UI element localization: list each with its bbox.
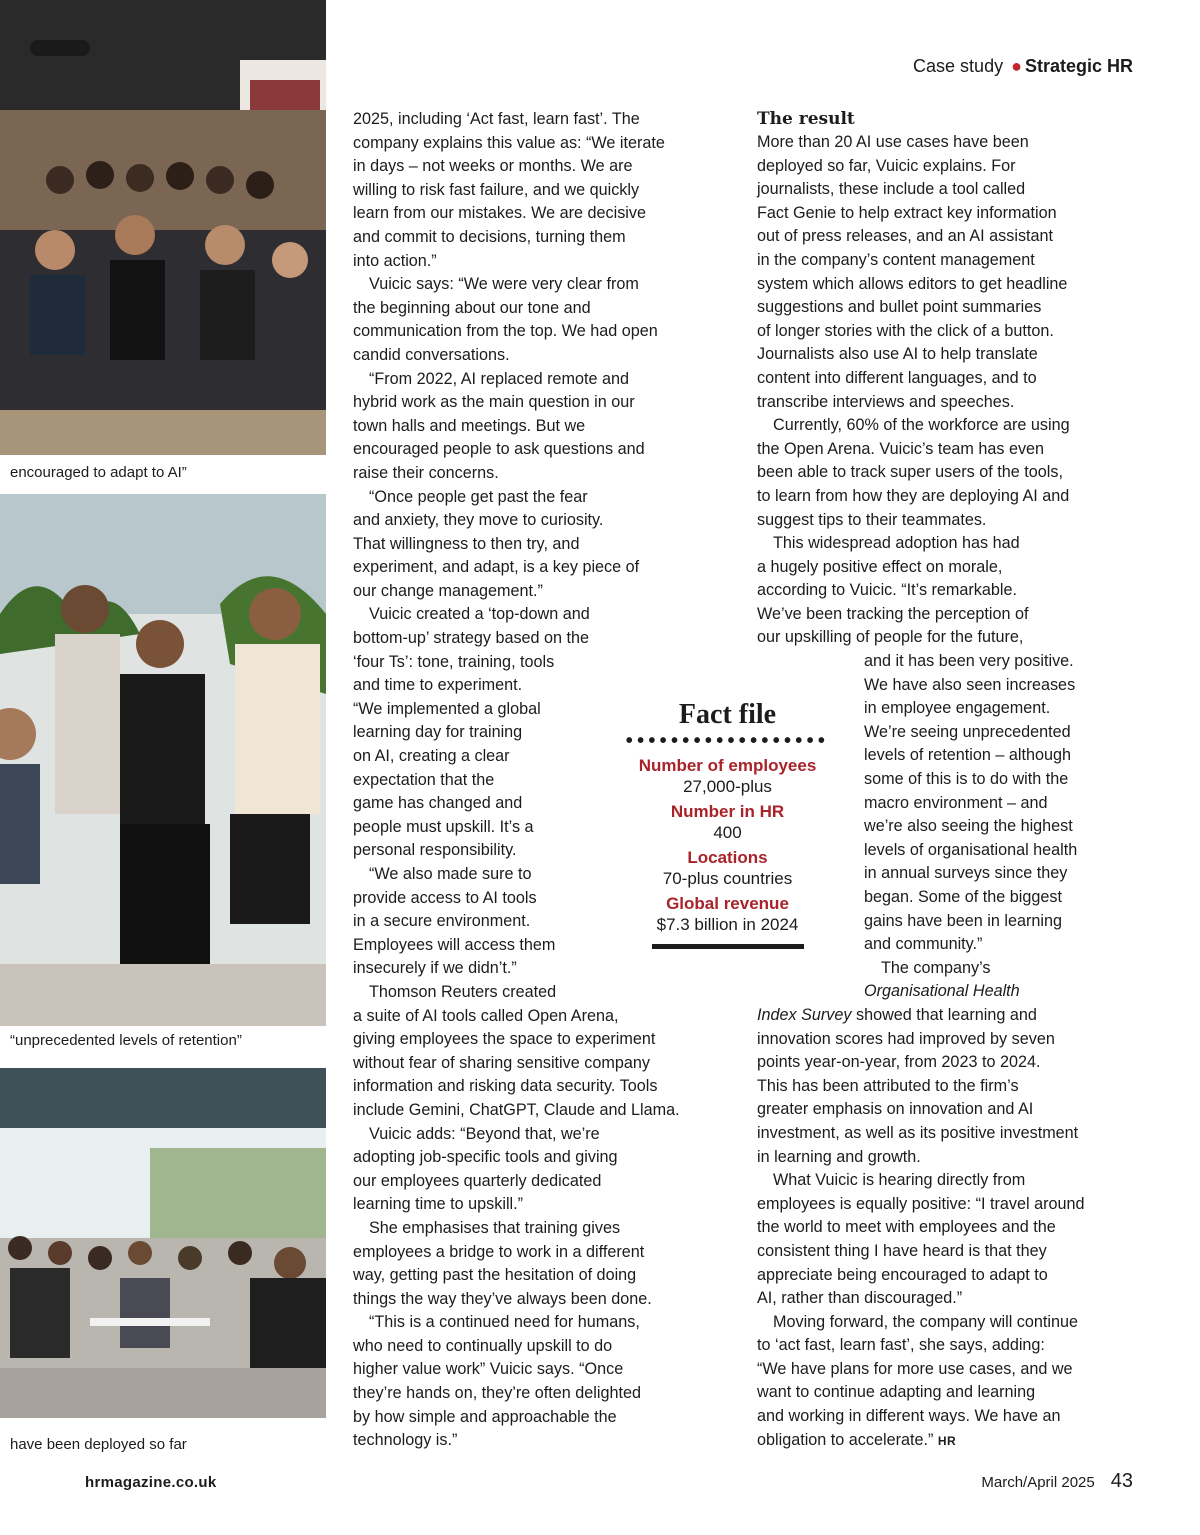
text-line: and commit to decisions, turning them	[353, 227, 626, 246]
text-line: levels of organisational health	[864, 840, 1078, 859]
page-number: 43	[1110, 1470, 1133, 1492]
text-line: raise their concerns.	[353, 463, 499, 482]
text-line: a hugely positive effect on morale,	[757, 557, 1003, 576]
text-line: our upskilling of people for the future,	[757, 628, 1024, 647]
text-line: people must upskill. It’s a	[353, 817, 534, 836]
text-line: This has been attributed to the firm’s	[757, 1076, 1019, 1095]
text-line: We’re seeing unprecedented	[864, 722, 1071, 741]
text-line: Thomson Reuters created	[369, 982, 557, 1001]
text-line: employees is equally positive: “I travel around	[757, 1194, 1085, 1213]
text-line: higher value work” Vuicic says. “Once	[353, 1360, 624, 1379]
text-line: She emphasises that training gives	[369, 1218, 621, 1237]
text-line: want to continue adapting and learning	[757, 1383, 1036, 1402]
text-line: information and risking data security. Tools	[353, 1077, 658, 1096]
text-line: out of press releases, and an AI assistant	[757, 227, 1054, 246]
text-line: “We implemented a global	[353, 699, 541, 718]
text-line: include Gemini, ChatGPT, Claude and Llama.	[353, 1100, 680, 1119]
subsection-label: Strategic HR	[1024, 56, 1133, 76]
text-line: More than 20 AI use cases have been	[757, 133, 1029, 151]
text-line: AI, rather than discouraged.”	[757, 1289, 963, 1308]
text-line: learning day for training	[353, 723, 523, 742]
text-line: willing to risk fast failure, and we quickly	[353, 180, 640, 199]
text-line: been able to track super users of the tools,	[757, 463, 1063, 482]
text-line: according to Vuicic. “It’s remarkable.	[757, 581, 1018, 600]
text-line: to ‘act fast, learn fast’, she says, adding:	[757, 1336, 1045, 1355]
text-line: they’re hands on, they’re often delighted	[353, 1384, 641, 1403]
survey-title: Organisational Health	[864, 982, 1020, 1001]
text-line: in the company’s content management	[757, 250, 1035, 269]
text-line: things the way they’ve always been done.	[353, 1289, 652, 1308]
text-line: This widespread adoption has had	[773, 534, 1020, 553]
text-line: “This is a continued need for humans,	[369, 1313, 640, 1332]
text-line: by how simple and approachable the	[353, 1407, 617, 1426]
text-line: Journalists also use AI to help translate	[757, 345, 1038, 364]
text-line: candid conversations.	[353, 345, 510, 364]
survey-title-cont: Index Survey	[757, 1005, 852, 1024]
text-line: company explains this value as: “We iterate	[353, 133, 665, 152]
text-line: the Open Arena. Vuicic’s team has even	[757, 439, 1045, 458]
text-line: of longer stories with the click of a button.	[757, 321, 1054, 340]
text-line: macro environment – and	[864, 793, 1048, 812]
hr-end-mark: HR	[937, 1433, 957, 1448]
fact-value: $7.3 billion in 2024	[656, 915, 799, 934]
text-line: to learn from how they are deploying AI and	[757, 486, 1070, 505]
text-line: the beginning about our tone and	[353, 298, 591, 317]
text-line: in annual surveys since they	[864, 864, 1068, 883]
text-line: we’re also seeing the highest	[864, 817, 1073, 836]
text-line: and community.”	[864, 935, 983, 954]
text-line: adopting job-specific tools and giving	[353, 1148, 618, 1167]
dotted-divider: ••••••••••••••••••	[625, 736, 830, 748]
text-line: Fact Genie to help extract key information	[757, 203, 1057, 222]
text-line: and time to experiment.	[353, 676, 523, 695]
fact-label: Number of employees	[638, 756, 817, 775]
text-line: points year-on-year, from 2023 to 2024.	[757, 1053, 1041, 1072]
text-line: Moving forward, the company will continue	[773, 1312, 1079, 1331]
text-line	[757, 980, 1137, 1004]
text-line: “We have plans for more use cases, and we	[757, 1359, 1073, 1378]
text-line: That willingness to then try, and	[353, 534, 580, 553]
text-line: deployed so far, Vuicic explains. For	[757, 156, 1016, 175]
text-line: 2025, including ‘Act fast, learn fast’. The	[353, 110, 640, 128]
text-line: transcribe interviews and speeches.	[757, 392, 1015, 411]
text-line: and anxiety, they move to curiosity.	[353, 511, 604, 530]
text-line: in employee engagement.	[864, 699, 1051, 718]
footer-site: hrmagazine.co.uk	[85, 1474, 217, 1491]
text-line: We’ve been tracking the perception of	[757, 604, 1029, 623]
section-header	[913, 55, 1133, 77]
text-line: learning time to upskill.”	[353, 1195, 524, 1214]
text-line: Vuicic says: “We were very clear from	[369, 275, 639, 294]
text-line: our change management.”	[353, 581, 543, 600]
text-line: into action.”	[353, 251, 437, 270]
text-line: “From 2022, AI replaced remote and	[369, 369, 630, 388]
text-line: in a secure environment.	[353, 912, 531, 931]
fact-label: Locations	[687, 848, 768, 867]
section-heading: The result	[757, 109, 855, 129]
text-line: Employees will access them	[353, 935, 556, 954]
fact-value: 27,000-plus	[683, 777, 772, 796]
text-line: began. Some of the biggest	[864, 888, 1062, 906]
text-line: insecurely if we didn’t.”	[353, 959, 517, 978]
text-line	[757, 1429, 1137, 1454]
text-line: town halls and meetings. But we	[353, 416, 586, 435]
footer-issue	[981, 1470, 1133, 1493]
text-line: consistent thing I have heard is that they	[757, 1241, 1047, 1260]
photo-caption: encouraged to adapt to AI”	[10, 464, 187, 481]
photo-caption: have been deployed so far	[10, 1436, 187, 1453]
text-line: suggestions and bullet point summaries	[757, 298, 1042, 317]
issue-date: March/April 2025	[981, 1474, 1095, 1491]
text-fragment: showed that learning and	[851, 1005, 1037, 1024]
text-line: system which allows editors to get headline	[757, 274, 1068, 293]
text-line: appreciate being encouraged to adapt to	[757, 1265, 1048, 1284]
text-line: The company’s	[881, 958, 991, 977]
text-line: “Once people get past the fear	[369, 487, 588, 506]
text-line: investment, as well as its positive investment	[757, 1123, 1079, 1142]
text-line: way, getting past the hesitation of doing	[353, 1266, 637, 1285]
text-line: experiment, and adapt, is a key piece of	[353, 558, 640, 577]
text-line: and working in different ways. We have an	[757, 1407, 1061, 1426]
text-line: Vuicic adds: “Beyond that, we’re	[369, 1124, 600, 1143]
text-line: bottom-up’ strategy based on the	[353, 629, 590, 648]
fact-label: Number in HR	[670, 802, 785, 821]
fact-value: 70-plus countries	[662, 869, 793, 888]
text-line: communication from the top. We had open	[353, 322, 658, 341]
text-line: “We also made sure to	[369, 865, 532, 883]
text-line: hybrid work as the main question in our	[353, 393, 635, 412]
text-line: Currently, 60% of the workforce are using	[773, 416, 1070, 435]
text-line: personal responsibility.	[353, 841, 517, 860]
text-line: giving employees the space to experiment	[353, 1030, 656, 1049]
text-fragment: obligation to accelerate.”	[757, 1430, 934, 1449]
text-line: levels of retention – although	[864, 746, 1071, 765]
text-line: suggest tips to their teammates.	[757, 510, 987, 529]
text-line: gains have been in learning	[864, 911, 1062, 930]
text-line: game has changed and	[353, 794, 523, 813]
text-line: some of this is to do with the	[864, 770, 1069, 789]
text-line: employees a bridge to work in a different	[353, 1242, 645, 1261]
text-line: in learning and growth.	[757, 1147, 921, 1166]
text-line: on AI, creating a clear	[353, 747, 510, 766]
text-line: and it has been very positive.	[864, 652, 1074, 671]
article-column-right	[757, 108, 1137, 1453]
text-line: expectation that the	[353, 770, 495, 789]
text-line: provide access to AI tools	[353, 888, 537, 907]
text-line: journalists, these include a tool called	[757, 180, 1026, 199]
text-line: learn from our mistakes. We are decisive	[353, 204, 646, 223]
text-line: innovation scores had improved by seven	[757, 1029, 1055, 1048]
photo-group-smiling	[0, 494, 326, 1026]
section-label: Case study	[913, 56, 1004, 76]
text-line: ‘four Ts’: tone, training, tools	[353, 652, 555, 671]
text-line: who need to continually upskill to do	[353, 1336, 613, 1355]
text-line: technology is.”	[353, 1431, 458, 1450]
fact-file-title: Fact file	[678, 699, 777, 730]
fact-value: 400	[713, 823, 742, 842]
text-line: What Vuicic is hearing directly from	[773, 1171, 1026, 1190]
photo-team-meeting	[0, 0, 326, 455]
text-line: We have also seen increases	[864, 675, 1076, 694]
text-line: in days – not weeks or months. We are	[353, 157, 633, 176]
text-line: the world to meet with employees and the	[757, 1218, 1056, 1237]
text-line: our employees quarterly dedicated	[353, 1171, 602, 1190]
text-line: greater emphasis on innovation and AI	[757, 1100, 1034, 1119]
photo-caption: “unprecedented levels of retention”	[10, 1032, 242, 1049]
text-line	[757, 1004, 1137, 1028]
fact-label: Global revenue	[666, 894, 789, 913]
bullet-dot-icon: ●	[1011, 56, 1022, 76]
text-line: content into different languages, and to	[757, 368, 1037, 387]
text-line: a suite of AI tools called Open Arena,	[353, 1006, 619, 1025]
photo-training-session	[0, 1068, 326, 1418]
text-line: encouraged people to ask questions and	[353, 440, 645, 459]
text-line: without fear of sharing sensitive company	[353, 1053, 650, 1072]
text-line: Vuicic created a ‘top-down and	[369, 605, 590, 624]
